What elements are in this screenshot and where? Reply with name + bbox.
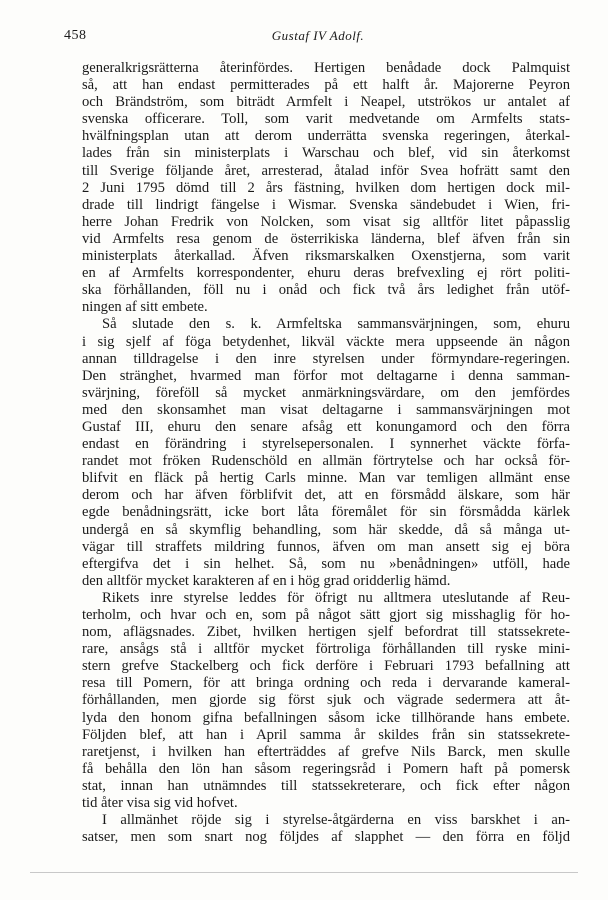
text-line: annan tilldragelse i den inre styrelsen under förmyndare-regeringen. bbox=[82, 350, 570, 367]
body-text bbox=[82, 60, 570, 846]
text-line: I allmänhet röjde sig i styrelse-åtgärderna en viss barskhet i an- bbox=[102, 812, 570, 829]
text-line: endast en förändring i styrelsepersonalen. I synnerhet väckte förfa- bbox=[82, 436, 570, 453]
text-line: få behålla den lön han såsom regeringsråd i Pomern haft på pomersk bbox=[82, 760, 570, 777]
text-line: stat, innan han utnämndes till statssekreterare, och fick efter någon bbox=[82, 777, 570, 794]
text-line: stern grefve Stackelberg och fick derföre i Februari 1793 befallning att bbox=[82, 658, 570, 675]
page-number: 458 bbox=[64, 28, 87, 43]
text-line: en af Armfelts korrespondenter, ehuru deras brefvexling ej rört politi- bbox=[82, 265, 570, 282]
text-line: med den skonsamhet man visat deltagarne i sammansvärjningen mot bbox=[82, 401, 570, 418]
text-line: blifvit en fläck på hertig Carls minne. Man var temligen allmänt ense bbox=[82, 470, 570, 487]
text-line: hvälfningsplan utan att derom underrätta svenska regeringen, återkal- bbox=[82, 128, 570, 145]
text-line: vid Armfelts resa genom de österrikiska länderna, blef äfven från sin bbox=[82, 230, 570, 247]
text-line: Följden blef, att han i April samma år skildes från sin statssekrete- bbox=[82, 726, 570, 743]
bottom-rule bbox=[30, 872, 578, 873]
text-line: till Sverige följande året, arresterad, åtalad inför Svea hofrätt samt den bbox=[82, 162, 570, 179]
text-line: raretjenst, i hvilken han efterträddes af grefve Nils Barck, men skulle bbox=[82, 743, 570, 760]
text-line: ministerplats återkallad. Äfven riksmarskalken Oxenstjerna, som varit bbox=[82, 248, 570, 265]
text-line: lyda den honom gifna befallningen såsom icke tillhörande hans embete. bbox=[82, 709, 570, 726]
text-line: 2 Juni 1795 dömd till 2 års fästning, hvilken dom hertigen dock mil- bbox=[82, 179, 570, 196]
text-line: Rikets inre styrelse leddes för öfrigt nu alltmera uteslutande af Reu- bbox=[102, 589, 570, 606]
text-line: eftergifva det i sin helhet. Så, som nu »benådningen» utföll, hade bbox=[82, 555, 570, 572]
text-line: terholm, och hvar och en, som på något sätt gjort sig misshaglig för ho- bbox=[82, 607, 570, 623]
text-line: svärjning, föreföll så mycket anmärkningsvärdare, om den jemfördes bbox=[82, 384, 570, 401]
text-line: svenska officerare. Toll, som varit medvetande om Armfelts stats- bbox=[82, 111, 570, 128]
text-line: herre Johan Fredrik von Nolcken, som visat sig alltför litet påpasslig bbox=[82, 213, 570, 230]
text-line: generalkrigsrätterna återinfördes. Hertigen benådade dock Palmquist bbox=[82, 60, 570, 76]
text-line: egde benådningsrätt, icke bort låta föremålet för sin försmådda kärlek bbox=[82, 504, 570, 521]
text-line: undergå en så skymflig behandling, som här skedde, då så många ut- bbox=[82, 521, 570, 538]
text-line: lades från sin ministerplats i Warschau och blef, vid sin återkomst bbox=[82, 145, 570, 162]
page-header bbox=[64, 28, 572, 50]
text-line: i sig sjelf af föga betydenhet, likväl väckte mera uppseende än någon bbox=[82, 333, 570, 350]
text-line: Så slutade den s. k. Armfeltska sammansvärjningen, som, ehuru bbox=[102, 316, 570, 333]
text-line: så, att han endast permitterades på ett halft år. Majorerne Peyron bbox=[82, 77, 570, 94]
text-line: förhållanden, men gjorde sig först sjuk och vägrade sedermera att åt- bbox=[82, 692, 570, 709]
text-line: och Brändström, som biträdt Armfelt i Neapel, utströkos ur antalet af bbox=[82, 94, 570, 111]
text-line: ska förhållanden, föll nu i onåd och fick två års ledighet från utöf- bbox=[82, 282, 570, 299]
text-line: Den stränghet, hvarmed man förfor mot deltagarne i denna samman- bbox=[82, 367, 570, 384]
text-line: rare, ansågs stå i alltför mycket förtroliga förhållanden till ryske mini- bbox=[82, 641, 570, 658]
text-line: ningen af sitt embete. bbox=[82, 299, 208, 316]
running-title: Gustaf IV Adolf. bbox=[271, 28, 365, 43]
text-line: nom, aflägsnades. Zibet, hvilken hertigen sjelf befordrat till statssekrete- bbox=[82, 624, 570, 641]
text-line: randet mot fröken Rudenschöld en allmän förtrytelse och har också för- bbox=[82, 453, 570, 470]
text-line: drade till lindrigt fängelse i Wismar. Svenska sändebudet i Wien, fri- bbox=[82, 196, 570, 213]
text-line: den alltför mycket karakteren af en i hög grad oridderlig hämd. bbox=[82, 572, 451, 589]
text-line: tid åter visa sig vid hofvet. bbox=[82, 795, 238, 812]
text-line: vägar till straffets mildring funnos, äfven om man ansett sig ej böra bbox=[82, 538, 570, 555]
text-line: Gustaf III, ehuru den senare afsåg ett konungamord och den förra bbox=[82, 418, 570, 435]
text-line: satser, men som snart nog följdes af slapphet — den förra en följd bbox=[82, 829, 570, 846]
text-line: derom och har äfven förblifvit det, att en försmådd älskare, som här bbox=[82, 487, 570, 504]
text-line: resa till Pomern, för att bringa ordning och reda i dervarande kameral- bbox=[82, 675, 570, 692]
